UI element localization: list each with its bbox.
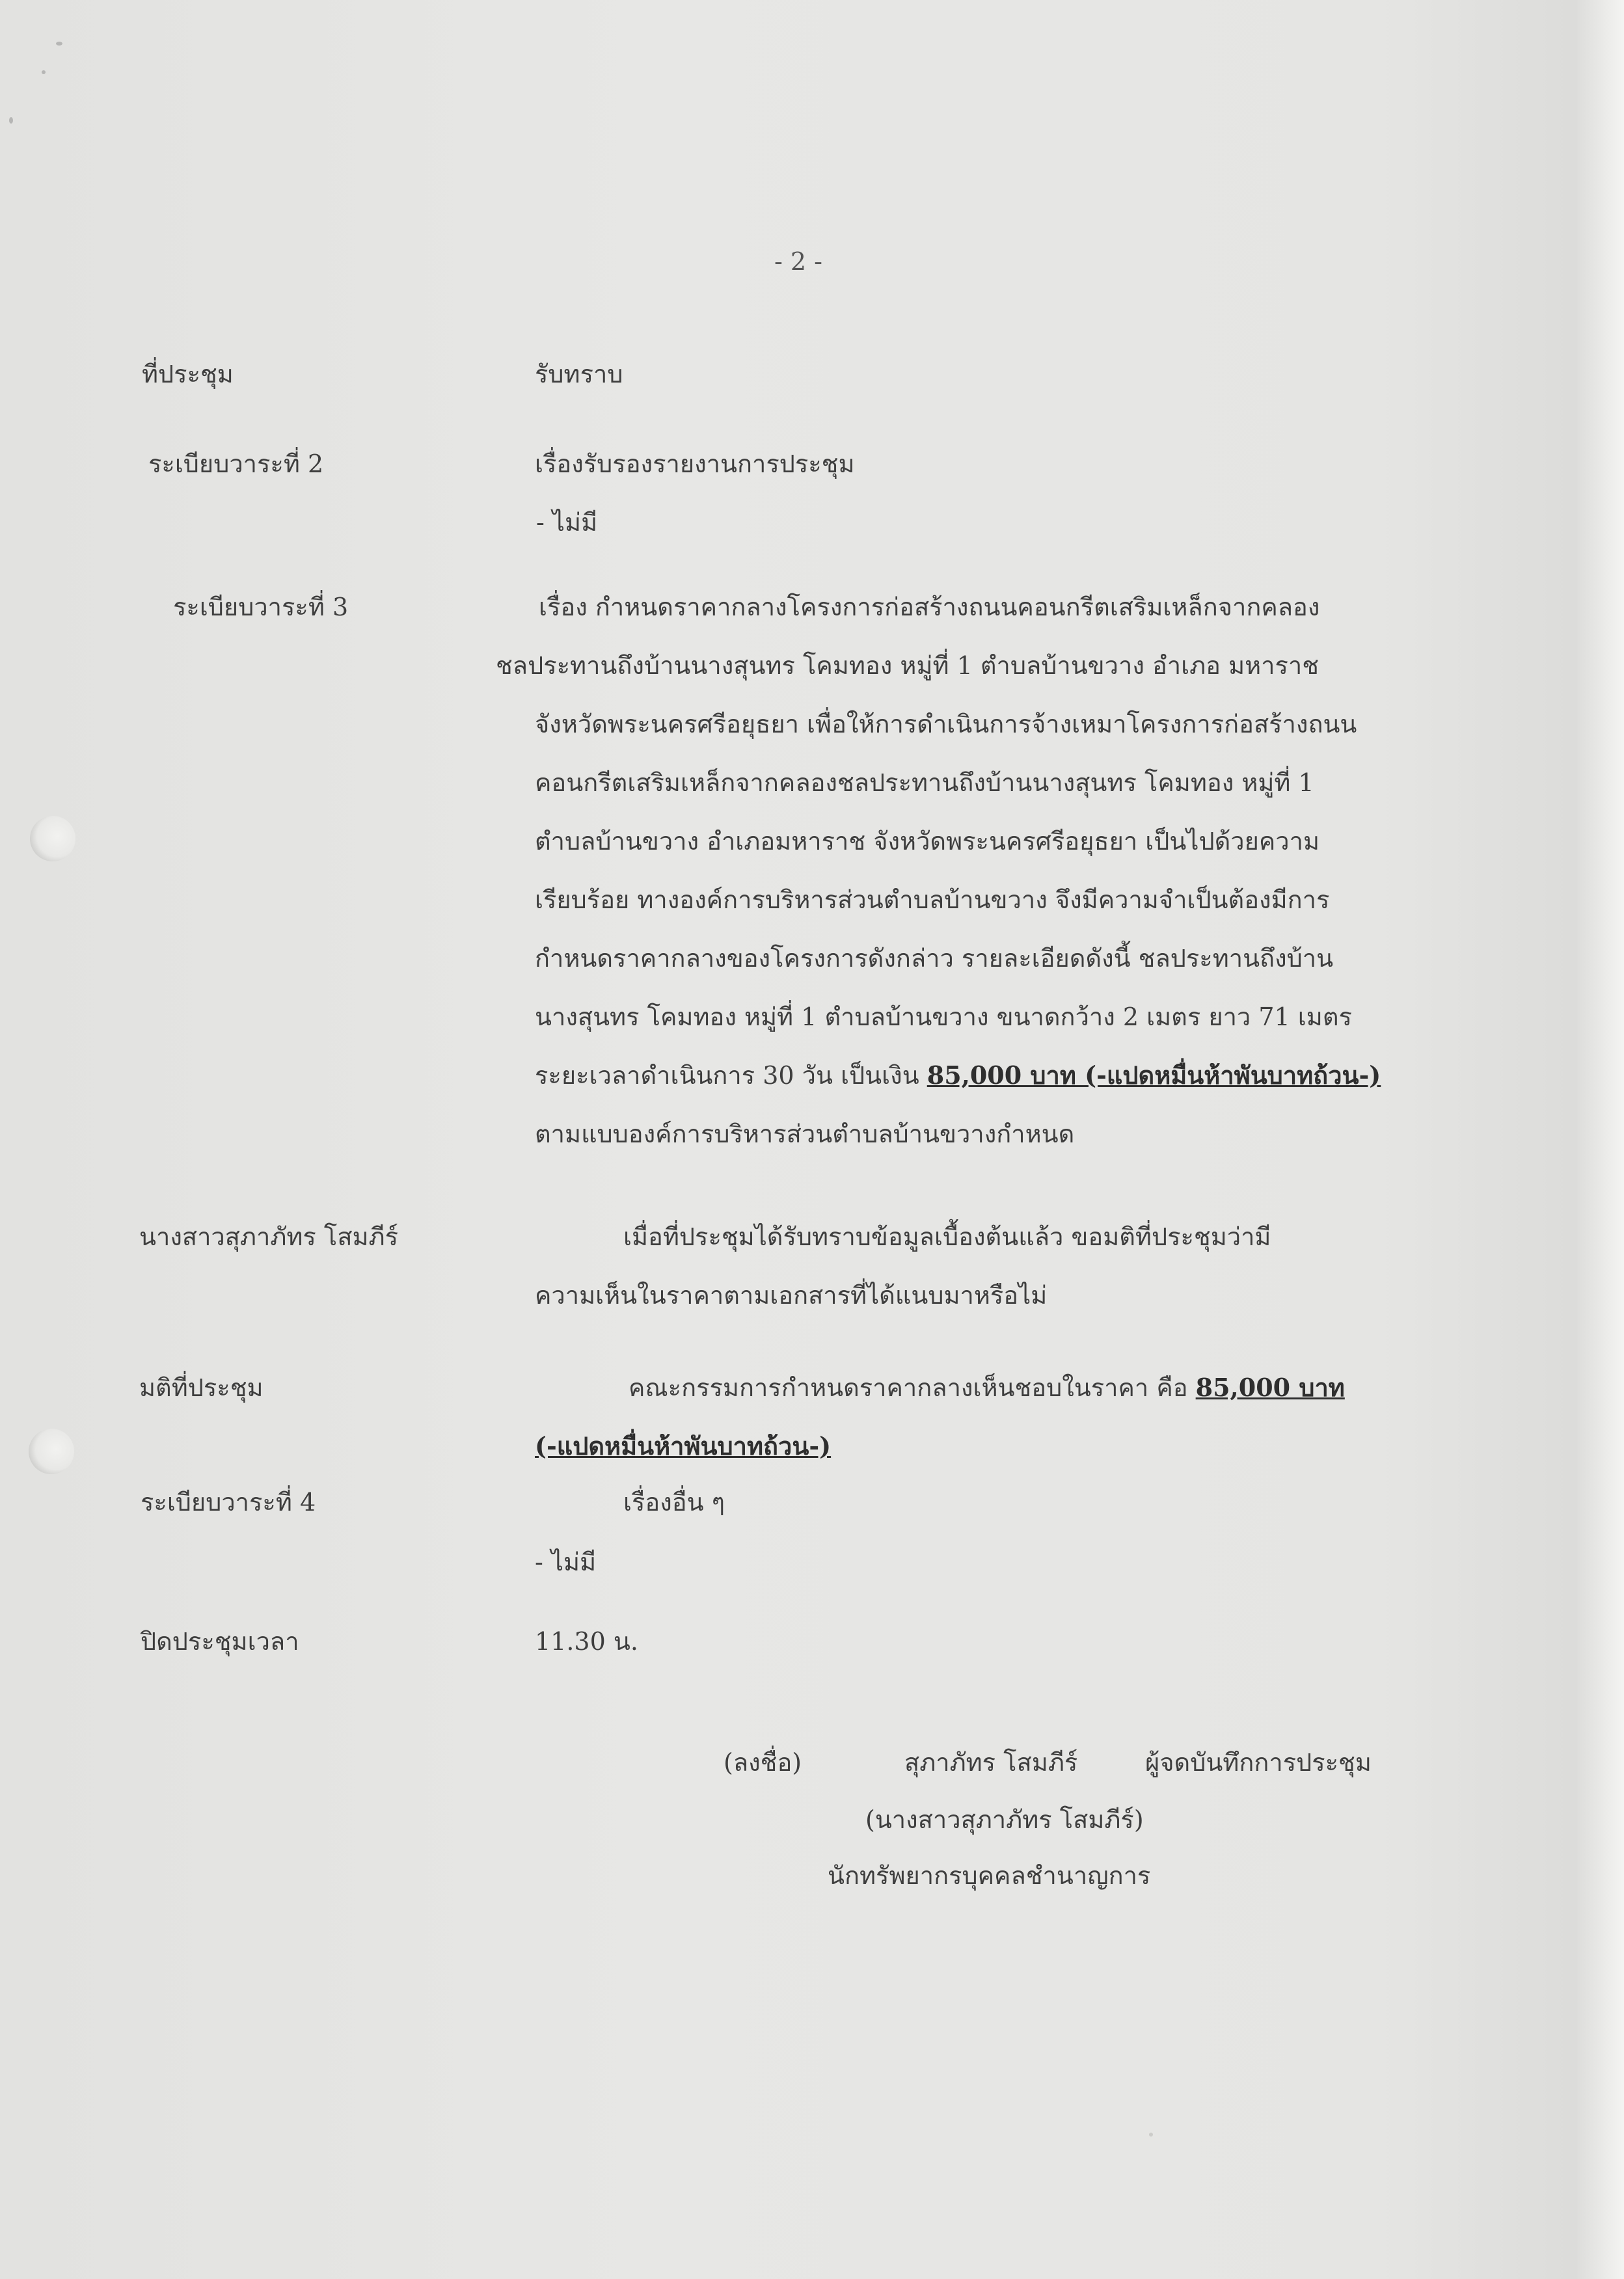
agenda-2-item: - ไม่มี <box>536 508 598 537</box>
agenda-3-line: เรียบร้อย ทางองค์การบริหารส่วนตำบลบ้านขวาง จึงมีความจำเป็นต้องมีการ <box>535 885 1330 914</box>
label-agenda-3: ระเบียบวาระที่ 3 <box>173 593 349 621</box>
resolution-amount: 85,000 บาท <box>1195 1373 1345 1402</box>
signature-full-name: (นางสาวสุภาภัทร โสมภีร์) <box>865 1805 1144 1834</box>
punch-hole-bottom <box>29 1429 74 1474</box>
punch-hole-top <box>30 816 75 861</box>
label-agenda-2: ระเบียบวาระที่ 2 <box>148 450 324 478</box>
agenda-3-duration: ระยะเวลาดำเนินการ 30 วัน เป็นเงิน <box>535 1061 927 1090</box>
agenda-3-line-amount <box>535 1060 1381 1090</box>
paper-speck <box>56 42 62 46</box>
meeting-acknowledged: รับทราบ <box>535 360 623 388</box>
resolution-text: คณะกรรมการกำหนดราคากลางเห็นชอบในราคา คือ <box>629 1373 1196 1402</box>
agenda-4-item: - ไม่มี <box>535 1548 597 1576</box>
paper-speck <box>42 70 46 74</box>
signature-signer: สุภาภัทร โสมภีร์ <box>904 1748 1078 1777</box>
agenda-3-amount: 85,000 บาท (-แปดหมื่นห้าพันบาทถ้วน-) <box>927 1060 1381 1090</box>
agenda-3-line: กำหนดราคากลางของโครงการดังกล่าว รายละเอียดดังนี้ ชลประทานถึงบ้าน <box>535 944 1334 973</box>
agenda-2-title: เรื่องรับรองรายงานการประชุม <box>535 450 855 478</box>
agenda-3-line: ตำบลบ้านขวาง อำเภอมหาราช จังหวัดพระนครศรีอยุธยา เป็นไปด้วยความ <box>535 827 1320 856</box>
label-agenda-4: ระเบียบวาระที่ 4 <box>141 1488 316 1517</box>
paper-speck <box>9 117 13 124</box>
label-meeting: ที่ประชุม <box>142 360 234 388</box>
agenda-3-line: ชลประทานถึงบ้านนางสุนทร โคมทอง หมู่ที่ 1 ตำบลบ้านขวาง อำเภอ มหาราช <box>496 651 1320 680</box>
resolution-amount-words: (-แปดหมื่นห้าพันบาทถ้วน-) <box>535 1431 832 1461</box>
agenda-3-line: จังหวัดพระนครศรีอยุธยา เพื่อให้การดำเนินการจ้างเหมาโครงการก่อสร้างถนน <box>535 710 1357 738</box>
resolution-line <box>629 1375 1345 1400</box>
agenda-3-line: คอนกรีตเสริมเหล็กจากคลองชลประทานถึงบ้านนางสุนทร โคมทอง หมู่ที่ 1 <box>535 768 1314 797</box>
agenda-3-line: ตามแบบองค์การบริหารส่วนตำบลบ้านขวางกำหนด <box>535 1120 1075 1148</box>
agenda-3-line: นางสุนทร โคมทอง หมู่ที่ 1 ตำบลบ้านขวาง ขนาดกว้าง 2 เมตร ยาว 71 เมตร <box>535 1003 1352 1031</box>
agenda-4-title: เรื่องอื่น ๆ <box>623 1488 725 1517</box>
label-closing: ปิดประชุมเวลา <box>141 1627 299 1656</box>
label-speaker: นางสาวสุภาภัทร โสมภีร์ <box>139 1222 399 1251</box>
paper-speck <box>1149 2133 1153 2137</box>
closing-time: 11.30 น. <box>535 1627 638 1656</box>
page-number: - 2 - <box>774 247 823 276</box>
speaker-line: เมื่อที่ประชุมได้รับทราบข้อมูลเบื้องต้นแล้ว ขอมติที่ประชุมว่ามี <box>623 1222 1271 1251</box>
signature-role: ผู้จดบันทึกการประชุม <box>1145 1748 1372 1777</box>
speaker-line: ความเห็นในราคาตามเอกสารที่ได้แนบมาหรือไม่ <box>535 1281 1048 1310</box>
signature-position: นักทรัพยากรบุคคลชำนาญการ <box>828 1861 1151 1890</box>
signature-label: (ลงชื่อ) <box>724 1748 802 1777</box>
agenda-3-line: เรื่อง กำหนดราคากลางโครงการก่อสร้างถนนคอนกรีตเสริมเหล็กจากคลอง <box>539 593 1320 621</box>
label-resolution: มติที่ประชุม <box>139 1373 264 1402</box>
